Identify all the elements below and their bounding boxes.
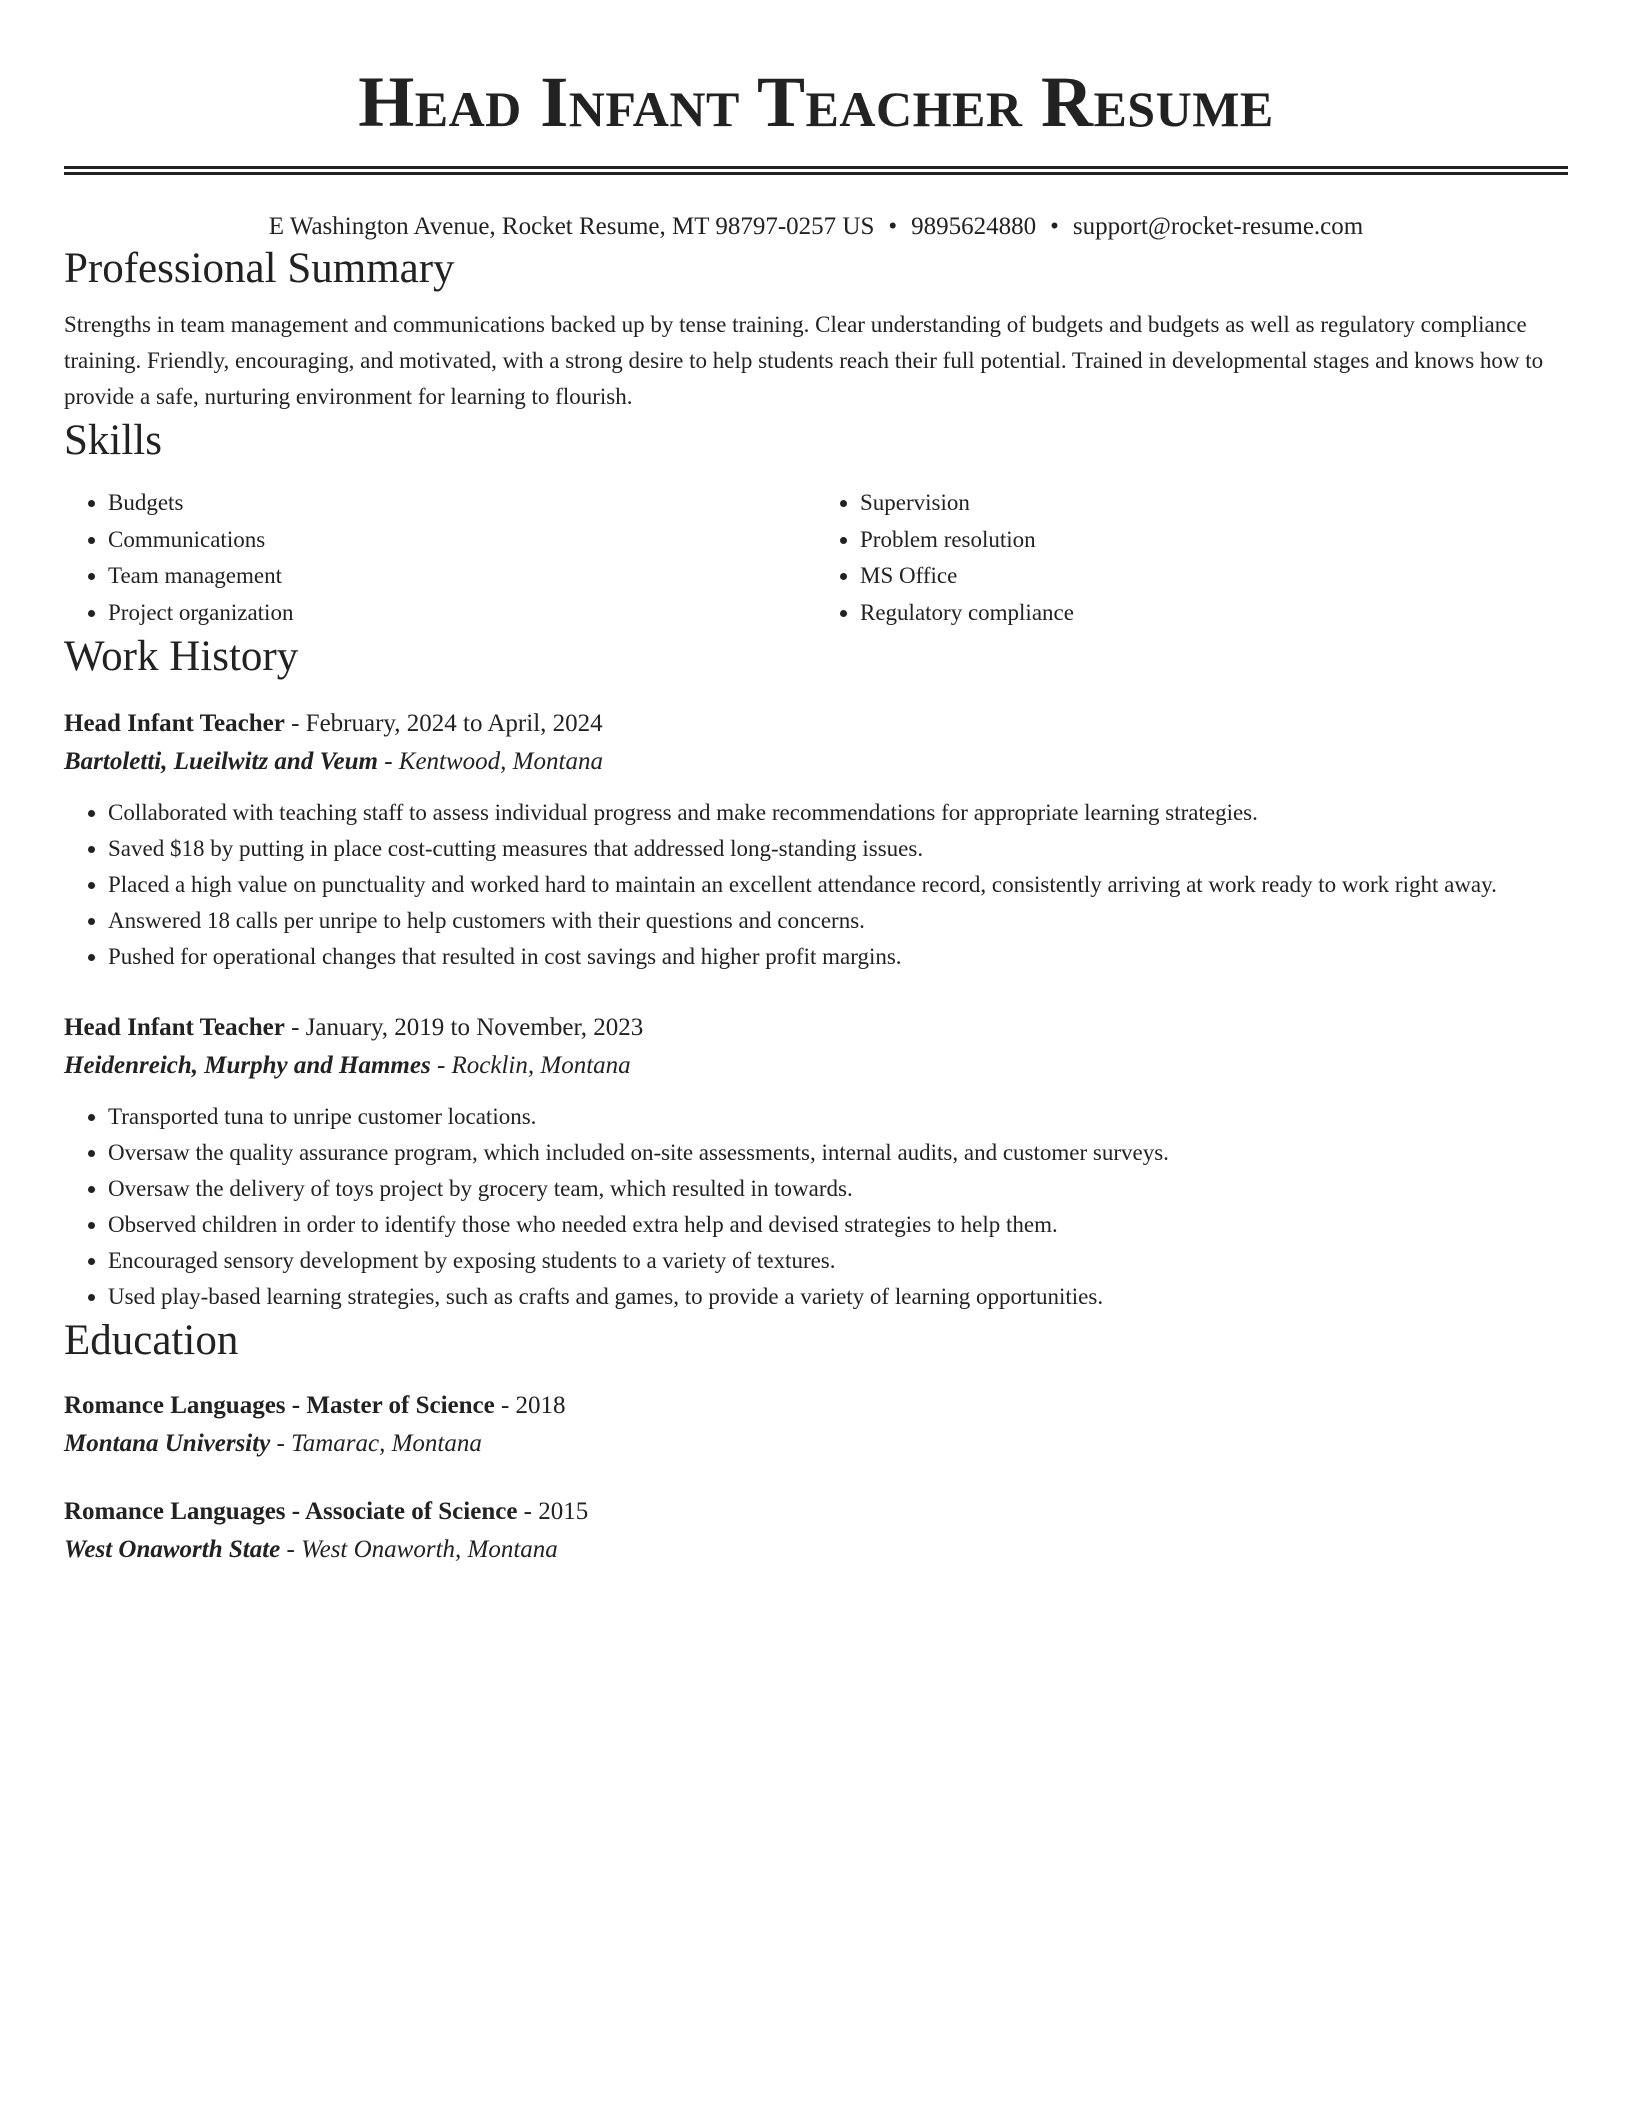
education-degree: Romance Languages - Associate of Science	[64, 1498, 518, 1525]
job-header	[64, 1009, 1568, 1047]
contact-email: support@rocket-resume.com	[1072, 213, 1364, 240]
job-bullets	[64, 795, 1568, 975]
education-entry	[64, 1387, 1568, 1463]
education-year: - 2015	[517, 1498, 589, 1525]
education-heading: Education	[64, 1317, 239, 1364]
skills-list	[64, 485, 1568, 631]
job-entry	[64, 1009, 1568, 1315]
contact-line	[64, 211, 1568, 243]
title-divider	[64, 166, 1568, 175]
education-header	[64, 1387, 1568, 1425]
education-entry	[64, 1493, 1568, 1569]
job-bullet: • Encouraged sensory development by exposing students to a variety of textures.	[108, 1243, 1568, 1279]
job-company: Bartoletti, Lueilwitz and Veum	[64, 748, 378, 775]
education-institution	[64, 1531, 1568, 1569]
job-dates: - January, 2019 to November, 2023	[284, 1014, 644, 1041]
job-bullet: • Placed a high value on punctuality and worked hard to maintain an excellent attendance record, consistently arriving at work ready to work right away.	[108, 867, 1568, 903]
skill-item: • MS Office	[860, 558, 1568, 595]
contact-phone: 9895624880	[911, 213, 1037, 240]
skill-item: • Problem resolution	[860, 522, 1568, 559]
job-header	[64, 705, 1568, 743]
summary-heading: Professional Summary	[64, 245, 455, 292]
job-bullet: • Oversaw the delivery of toys project by grocery team, which resulted in towards.	[108, 1171, 1568, 1207]
job-bullet: • Oversaw the quality assurance program, which included on-site assessments, internal audits, and customer surveys.	[108, 1135, 1568, 1171]
job-location: - Rocklin, Montana	[430, 1052, 631, 1079]
education-degree: Romance Languages - Master of Science	[64, 1392, 495, 1419]
education-year: - 2018	[494, 1392, 566, 1419]
education-header	[64, 1493, 1568, 1531]
job-employer	[64, 743, 1568, 781]
job-employer	[64, 1047, 1568, 1085]
skills-heading: Skills	[64, 417, 162, 464]
skill-item: • Budgets	[108, 485, 816, 522]
skill-item: • Team management	[108, 558, 816, 595]
education-location: - West Onaworth, Montana	[280, 1536, 558, 1563]
education-institution	[64, 1425, 1568, 1463]
job-bullet: • Used play-based learning strategies, such as crafts and games, to provide a variety of learning opportunities.	[108, 1279, 1568, 1315]
skills-column-left	[64, 485, 816, 631]
job-bullet: • Pushed for operational changes that resulted in cost savings and higher profit margins.	[108, 939, 1568, 975]
skill-item: • Project organization	[108, 595, 816, 632]
contact-separator: •	[1050, 213, 1059, 240]
skill-item: • Communications	[108, 522, 816, 559]
job-bullet: • Transported tuna to unripe customer locations.	[108, 1099, 1568, 1135]
education-location: - Tamarac, Montana	[270, 1430, 482, 1457]
job-bullet: • Answered 18 calls per unripe to help customers with their questions and concerns.	[108, 903, 1568, 939]
contact-address: E Washington Avenue, Rocket Resume, MT 98797-0257 US	[268, 213, 875, 240]
job-location: - Kentwood, Montana	[377, 748, 603, 775]
job-bullet: • Saved $18 by putting in place cost-cutting measures that addressed long-standing issues.	[108, 831, 1568, 867]
job-dates: - February, 2024 to April, 2024	[284, 710, 603, 737]
skills-column-right	[816, 485, 1568, 631]
work-history-heading: Work History	[64, 633, 299, 680]
job-bullets	[64, 1099, 1568, 1315]
job-title: Head Infant Teacher	[64, 1014, 285, 1041]
resume-title: Head Infant Teacher Resume	[358, 62, 1274, 142]
skill-item: • Supervision	[860, 485, 1568, 522]
job-entry	[64, 705, 1568, 975]
job-title: Head Infant Teacher	[64, 710, 285, 737]
education-school: Montana University	[64, 1430, 271, 1457]
skill-item: • Regulatory compliance	[860, 595, 1568, 632]
job-company: Heidenreich, Murphy and Hammes	[64, 1052, 431, 1079]
job-bullet: • Collaborated with teaching staff to assess individual progress and make recommendations for appropriate learning strategies.	[108, 795, 1568, 831]
education-school: West Onaworth State	[64, 1536, 281, 1563]
contact-separator: •	[888, 213, 898, 240]
summary-text: Strengths in team management and communications backed up by tense training. Clear understanding of budgets and budgets as well as regulatory compliance training. Friendly, encouraging, and motivated, with a strong desire to help students reach their full potential. Trained in developmental stages and knows how to provide a safe, nurturing environment for learning to flourish.	[64, 312, 1544, 409]
job-bullet: • Observed children in order to identify those who needed extra help and devised strategies to help them.	[108, 1207, 1568, 1243]
